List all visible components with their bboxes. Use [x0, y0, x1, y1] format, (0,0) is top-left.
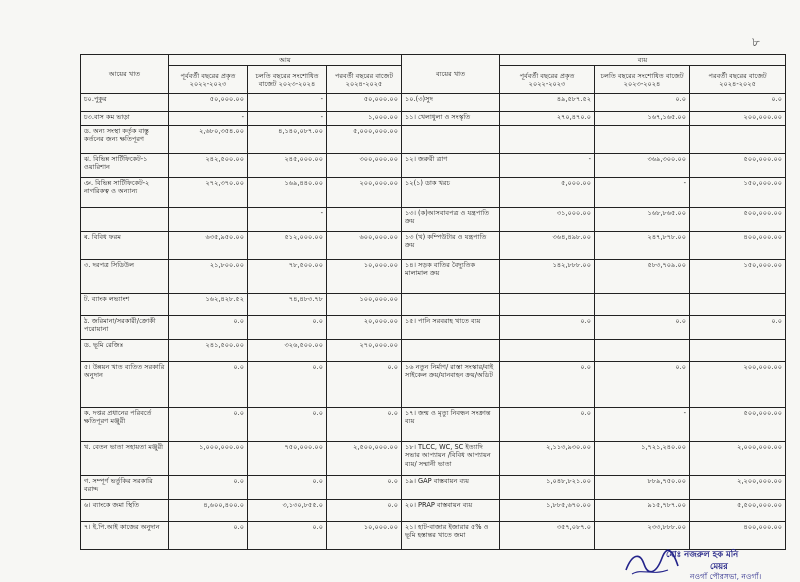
income-revised-cell: ৭৫০,০০০.০০: [248, 442, 327, 476]
income-next-cell: ২০০,০০০.০০: [327, 178, 402, 208]
income-group-header: আয়: [169, 55, 402, 66]
income-revised-header: চলতি বছরের সংশোধিত বাজেট ২০২৩-২০২৪: [248, 66, 327, 94]
expense-next-cell: [690, 126, 786, 154]
income-actual-cell: ২৭২,৩৭০.০০: [169, 178, 248, 208]
signature-organization: নওগাঁ পৌরসভা, নওগাঁ।: [690, 572, 762, 581]
income-next-cell: ০.০: [327, 500, 402, 522]
income-item-cell: ৬। ব্যাংকে জমা স্থিতি: [81, 500, 169, 522]
expense-next-cell: ৫০০,০০০.০০: [690, 154, 786, 178]
income-revised-cell: ৭৮,৫০০.০০: [248, 260, 327, 294]
income-next-header: পরবর্তী বছরের বাজেট ২০২৪-২০২৫: [327, 66, 402, 94]
expense-item-cell: ১২। জরুরী ত্রাণ: [402, 154, 500, 178]
expense-next-cell: ১৫০,০০০.০০: [690, 260, 786, 294]
income-actual-cell: ২১,৮০০.০০: [169, 260, 248, 294]
table-row: [81, 408, 786, 442]
signature-title: মেয়র: [710, 562, 728, 572]
expense-actual-cell: ০.০: [500, 408, 595, 442]
budget-body: [81, 94, 786, 550]
income-item-cell: ক. দপ্তর প্রধানের পরিবর্তে ক্ষতিপূরণ মঞ্জুরী: [81, 408, 169, 442]
table-row: [81, 260, 786, 294]
expense-actual-cell: ৩৫৭,০৮৭.০: [500, 522, 595, 550]
expense-actual-cell: ২৭০,৪৭০.০: [500, 112, 595, 126]
expense-item-cell: ১১। খেলাধুলা ও সংস্কৃতি: [402, 112, 500, 126]
expense-next-header: পরবর্তী বছরের বাজেট ২০২৪-২০২৫: [690, 66, 786, 94]
income-next-cell: ১০,০০০.০০: [327, 260, 402, 294]
expense-actual-cell: [500, 294, 595, 316]
income-item-header: আয়ের খাত: [81, 55, 169, 94]
expense-item-header: ব্যয়ের খাত: [402, 55, 500, 94]
income-next-cell: ১,০০০.০০: [327, 112, 402, 126]
expense-revised-cell: ২৩৩,৮৮৮.০০: [595, 522, 690, 550]
expense-revised-cell: ২৪৭,৮৭৮.০০: [595, 232, 690, 260]
expense-revised-cell: [595, 294, 690, 316]
income-revised-cell: -: [248, 112, 327, 126]
expense-item-cell: ১৮। TLCC, WC, SC ইত্যাদি সভার আপ্যায়ন /বিবিধ আপ্যায়ন ব্যয়/ সম্মানী ভাতা: [402, 442, 500, 476]
expense-item-cell: ২১। হাট-বাজার ইজারার ৫% ও ভূমি হস্তান্তর খাতে জমা: [402, 522, 500, 550]
expense-item-cell: [402, 126, 500, 154]
expense-actual-cell: ০.০: [500, 316, 595, 340]
income-actual-cell: -: [169, 112, 248, 126]
expense-item-cell: [402, 340, 500, 362]
budget-table: [80, 54, 786, 550]
expense-revised-cell: -: [595, 178, 690, 208]
expense-revised-cell: ১,৭২১,২৪০.০০: [595, 442, 690, 476]
expense-item-cell: ১৯। GAP বাস্তবায়ন ব্যয়: [402, 476, 500, 500]
expense-next-cell: ৫,৫০০,০০০.০০: [690, 500, 786, 522]
income-next-cell: ০.০: [327, 362, 402, 408]
expense-actual-cell: [500, 126, 595, 154]
expense-next-cell: ৫০০,০০০.০০: [690, 408, 786, 442]
table-row: [81, 340, 786, 362]
table-row: [81, 154, 786, 178]
expense-actual-cell: ৩১,০০০.০০: [500, 208, 595, 232]
income-actual-cell: ৪,৬০০,৪০০.০: [169, 500, 248, 522]
income-next-cell: ২০,০০০.০০: [327, 316, 402, 340]
income-actual-cell: ১,০০০,০০০.০০: [169, 442, 248, 476]
income-next-cell: ০.০: [327, 476, 402, 500]
income-next-cell: ৬০০,০০০.০০: [327, 232, 402, 260]
expense-item-cell: ১৩ (খ) কম্পিউটার ও যন্ত্রপাতি ক্রয়: [402, 232, 500, 260]
income-item-cell: ঠ. জরিমানা/সরকারী/ক্রোকী পরোয়ানা: [81, 316, 169, 340]
income-revised-cell: ৩২৬,৫০০.০০: [248, 340, 327, 362]
table-row: [81, 500, 786, 522]
expense-revised-cell: ০.০: [595, 362, 690, 408]
expense-revised-cell: [595, 126, 690, 154]
income-actual-cell: ৫০,০০০.০০: [169, 94, 248, 112]
expense-revised-cell: ৫৮৩,৭০৯.০০: [595, 260, 690, 294]
income-item-cell: ৰ. বিবিধ ফরম: [81, 232, 169, 260]
income-next-cell: ২৭০,০০০.০০: [327, 340, 402, 362]
expense-revised-cell: ০.০: [595, 94, 690, 112]
table-row: [81, 362, 786, 408]
expense-actual-cell: ২,১১৩,৯৩০.০০: [500, 442, 595, 476]
expense-item-cell: ১২(১) ডাক খরচ: [402, 178, 500, 208]
expense-next-cell: ১৫০,০০০.০০: [690, 178, 786, 208]
table-row: [81, 522, 786, 550]
income-revised-cell: ২৪৫,০০০.০০: [248, 154, 327, 178]
income-revised-cell: ০.০: [248, 476, 327, 500]
table-row: [81, 94, 786, 112]
expense-next-cell: ৪০০,০০০.০০: [690, 522, 786, 550]
income-actual-cell: ২৪১,৫০০.০০: [169, 340, 248, 362]
expense-next-cell: [690, 340, 786, 362]
income-revised-cell: ১৬৯,৪৪০.০০: [248, 178, 327, 208]
expense-item-cell: ২০। PRAP বাস্তবায়ন ব্যয়: [402, 500, 500, 522]
income-revised-cell: -: [248, 208, 327, 232]
expense-next-cell: ০.০: [690, 94, 786, 112]
table-row: [81, 316, 786, 340]
expense-next-cell: ৫০০,০০০.০০: [690, 208, 786, 232]
expense-actual-cell: ০.০: [500, 362, 595, 408]
expense-item-cell: [402, 294, 500, 316]
expense-item-cell: ১৫। পানি সরবরাহ খাতে ব্যয়: [402, 316, 500, 340]
income-next-cell: ১০,০০০.০০: [327, 522, 402, 550]
expense-item-cell: ১৩। (ক)আসবাবপত্র ও যন্ত্রপাতি ক্রয়: [402, 208, 500, 232]
income-next-cell: ৫,০০০,০০০.০০: [327, 126, 402, 154]
expense-next-cell: ২০০,০০০.০০: [690, 362, 786, 408]
income-item-cell: ঞ. বিভিন্ন সার্টিফিকেট-২ নাগরিকত্ব ও অন্যান্য: [81, 178, 169, 208]
income-revised-cell: -: [248, 94, 327, 112]
income-actual-cell: ৬৩৫,৯৫০.০০: [169, 232, 248, 260]
income-actual-cell: ০.০: [169, 316, 248, 340]
income-revised-cell: ০.০: [248, 522, 327, 550]
income-next-cell: ২,৫০০,০০০.০০: [327, 442, 402, 476]
income-actual-cell: ২,৬৮০,৩৫৪.০০: [169, 126, 248, 154]
signature-name: মোঃ নজরুল হক মনি: [666, 550, 739, 560]
expense-revised-cell: ১৬৭,১৬৫.০০: [595, 112, 690, 126]
expense-group-header: ব্যয়: [500, 55, 786, 66]
expense-item-cell: ১৬ নতুন নির্মাণ/ রাস্তা সংস্কার/বাই সাইকেল ক্রয়/যানবাহন ক্রয়/অডিট: [402, 362, 500, 408]
income-next-cell: ৫০,০০০.০০: [327, 94, 402, 112]
expense-next-cell: ২,২০০,০০০.০০: [690, 476, 786, 500]
income-item-cell: ট. ব্যাংক লভ্যাংশ: [81, 294, 169, 316]
table-row: [81, 476, 786, 500]
expense-actual-cell: ১,০৪৮,৮২১.০০: [500, 476, 595, 500]
expense-actual-cell: ৪৯,৫৮৭.৫২: [500, 94, 595, 112]
income-revised-cell: ০.০: [248, 408, 327, 442]
expense-actual-cell: [500, 340, 595, 362]
expense-item-cell: ১০.(৩)সুদ: [402, 94, 500, 112]
expense-revised-cell: [595, 340, 690, 362]
income-actual-cell: [169, 208, 248, 232]
income-item-cell: খ. বেতন ভাতা সহায়তা মঞ্জুরী: [81, 442, 169, 476]
income-actual-header: পূর্ববর্তী বছরের প্রকৃত ২০২২-২০২৩: [169, 66, 248, 94]
expense-next-cell: ২০০,০০০.০০: [690, 112, 786, 126]
expense-revised-header: চলতি বছরের সংশোধিত বাজেট ২০২৩-২০২৪: [595, 66, 690, 94]
income-item-cell: চ০.পুকুর: [81, 94, 169, 112]
expense-revised-cell: ০.০: [595, 316, 690, 340]
expense-actual-cell: ১,৮৮৫,৬৭০.০০: [500, 500, 595, 522]
signature-stamp: [622, 548, 792, 582]
table-row: [81, 442, 786, 476]
table-row: [81, 232, 786, 260]
income-item-cell: চ৩.বাস কম ভাড়া: [81, 112, 169, 126]
table-row: [81, 178, 786, 208]
income-actual-cell: ১৬২,৪২৮.৫২: [169, 294, 248, 316]
expense-actual-cell: ৩৬৪,৪৯৮.০০: [500, 232, 595, 260]
income-revised-cell: ৫১২,০০০.০০: [248, 232, 327, 260]
income-actual-cell: ০.০: [169, 476, 248, 500]
income-next-cell: ৩০০,০০০.০০: [327, 154, 402, 178]
expense-next-cell: [690, 294, 786, 316]
table-row: [81, 294, 786, 316]
income-actual-cell: ০.০: [169, 362, 248, 408]
expense-revised-cell: ৩৬৯,৩০০.০০: [595, 154, 690, 178]
income-item-cell: ৫। উন্নয়ন খাত ব্যতিত সরকারি অনুদান: [81, 362, 169, 408]
income-item-cell: ৭। ই.পি.আই কাজের অনুদান: [81, 522, 169, 550]
expense-actual-cell: ৫,০০০.০০: [500, 178, 595, 208]
expense-revised-cell: ১৬৮,৮৬৫.০০: [595, 208, 690, 232]
income-revised-cell: ০.০: [248, 316, 327, 340]
income-next-cell: ০.০: [327, 408, 402, 442]
expense-actual-cell: ১৪২,৮৮৮.০০: [500, 260, 595, 294]
income-actual-cell: ২৪২,৫০০.০০: [169, 154, 248, 178]
table-row: [81, 112, 786, 126]
expense-next-cell: ৪০০,০০০.০০: [690, 232, 786, 260]
expense-item-cell: ১৭। জন্ম ও মৃত্যু নিবন্ধন সংক্রান্ত ব্যয়: [402, 408, 500, 442]
income-item-cell: ড. অন্য সংস্থা কর্তৃক বাস্তু কর্তনের জন্য ক্ষতিপূরণ: [81, 126, 169, 154]
income-next-cell: ১০০,০০০.০০: [327, 294, 402, 316]
expense-revised-cell: ৯১৫,৭৮৭.০০: [595, 500, 690, 522]
income-revised-cell: ৭৪,৪৮৩.৭৮: [248, 294, 327, 316]
table-row: [81, 208, 786, 232]
income-item-cell: ৩. দরপত্র সিডিউল: [81, 260, 169, 294]
expense-revised-cell: ৮৮৯,৭৫০.০০: [595, 476, 690, 500]
income-actual-cell: ০.০: [169, 408, 248, 442]
expense-item-cell: ১৪। সড়ক বাতির বৈদ্যুতিক মালামাল ক্রয়: [402, 260, 500, 294]
expense-next-cell: ০.০: [690, 316, 786, 340]
income-item-cell: [81, 208, 169, 232]
table-row: [81, 126, 786, 154]
income-revised-cell: ০.০: [248, 362, 327, 408]
income-revised-cell: ৩,১৩০,৮৫৫.০: [248, 500, 327, 522]
expense-actual-cell: -: [500, 154, 595, 178]
income-revised-cell: ৪,১৪০,০৮৭.০০: [248, 126, 327, 154]
expense-actual-header: পূর্ববর্তী বছরের প্রকৃত ২০২২-২০২৩: [500, 66, 595, 94]
budget-sheet: [80, 54, 785, 544]
expense-next-cell: ২,০০০,০০০.০০: [690, 442, 786, 476]
income-item-cell: ড. ভূমি রেজিঃ: [81, 340, 169, 362]
income-actual-cell: ০.০: [169, 522, 248, 550]
income-next-cell: [327, 208, 402, 232]
income-item-cell: গ. সম্পূর্ণ ভর্তুকির সরকারি বরাদ্দ: [81, 476, 169, 500]
page-number-mark: ৮: [752, 35, 760, 49]
expense-revised-cell: -: [595, 408, 690, 442]
income-item-cell: ঝ. বিভিন্ন সার্টিফিকেট-১ ওয়ারিশান: [81, 154, 169, 178]
